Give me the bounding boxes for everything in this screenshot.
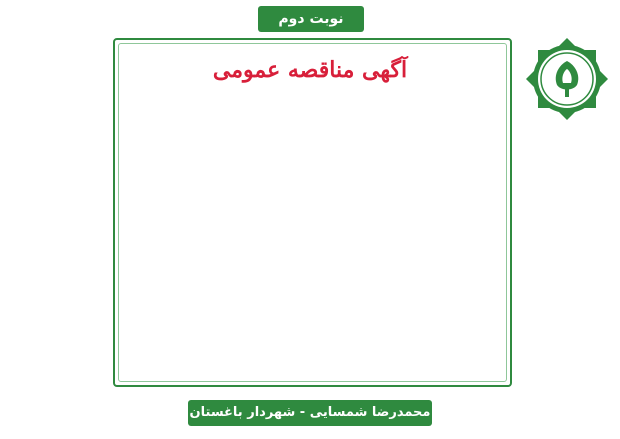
signature-banner (188, 400, 432, 426)
body-line (118, 191, 504, 202)
body-line (118, 301, 504, 312)
notice-body (118, 92, 504, 377)
body-line (118, 290, 504, 301)
body-line (118, 345, 504, 356)
body-line (118, 279, 504, 290)
body-line (118, 147, 504, 158)
body-line (118, 114, 504, 125)
body-line (118, 257, 504, 268)
body-line (118, 92, 504, 103)
municipality-seal-icon (524, 36, 610, 122)
body-line (118, 323, 504, 334)
body-line (118, 235, 504, 246)
body-line (118, 356, 504, 367)
body-line (118, 180, 504, 191)
body-line (118, 103, 504, 114)
body-line (118, 169, 504, 180)
notice-headline: آگهی مناقصه عمومی (212, 57, 408, 83)
round-banner (258, 6, 364, 32)
body-line (118, 224, 504, 235)
body-line (118, 158, 504, 169)
body-line (118, 136, 504, 147)
body-line (118, 202, 504, 213)
body-line (118, 125, 504, 136)
body-line (118, 334, 504, 345)
body-line (118, 246, 504, 257)
body-line (118, 312, 504, 323)
signature-text: محمدرضا شمسایی - شهردار باغستان (189, 405, 431, 420)
body-line (118, 268, 504, 279)
round-label: نوبت دوم (278, 11, 344, 27)
body-line (118, 213, 504, 224)
